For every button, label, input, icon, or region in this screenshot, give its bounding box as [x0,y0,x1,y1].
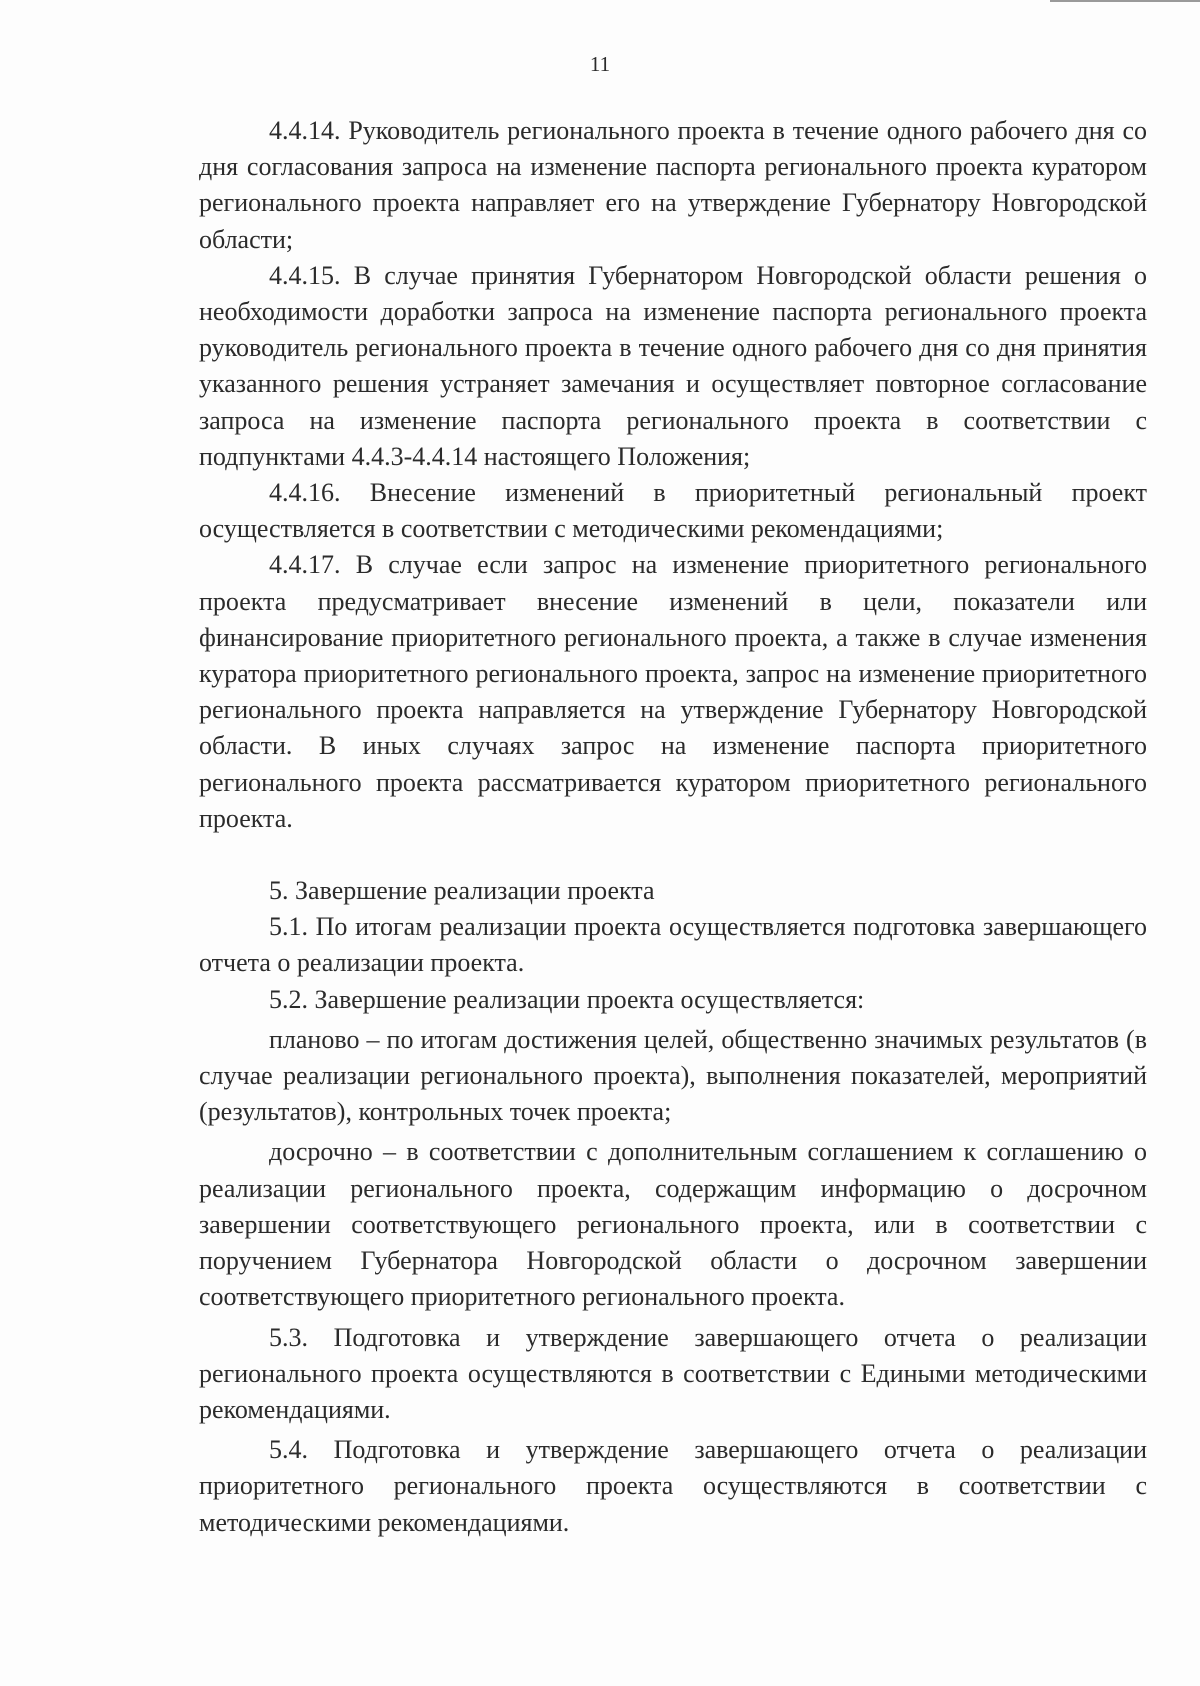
page-number: 11 [589,52,611,76]
paragraph-5-1: 5.1. По итогам реализации проекта осуществляется подготовка завершающего отчета о реализации проекта. [199,912,1147,978]
paragraph-5-2: 5.2. Завершение реализации проекта осуществляется: [269,984,865,1014]
paragraph-planned-completion: планово – по итогам достижения целей, общественно значимых результатов (в случае реализации регионального проекта), выполнения показателей, мероприятий (результатов), контрольных точек проекта; [199,1024,1147,1127]
paragraph-4-4-14: 4.4.14. Руководитель регионального проекта в течение одного рабочего дня со дня согласования запроса на изменение паспорта регионального проекта куратором регионального проекта направляет его на утверждение Губернатору Новгородской области; [199,116,1147,254]
paragraph-5-3: 5.3. Подготовка и утверждение завершающего отчета о реализации регионального проекта осуществляются в соответствии с Едиными методическими рекомендациями. [199,1322,1147,1424]
scan-edge-line [1050,0,1200,2]
paragraph-early-completion: досрочно – в соответствии с дополнительным соглашением к соглашению о реализации регионального проекта, содержащим информацию о досрочном завершении соответствующего регионального проекта, или в соответствии с поручением Губернатора Новгородской области о досрочном завершении соответствующего приоритетного регионального проекта. [199,1137,1147,1312]
paragraph-5-4: 5.4. Подготовка и утверждение завершающего отчета о реализации приоритетного регионального проекта осуществляются в соответствии с методическими рекомендациями. [199,1435,1147,1537]
paragraph-4-4-16: 4.4.16. Внесение изменений в приоритетный региональный проект осуществляется в соответствии с методическими рекомендациями; [199,478,1147,544]
paragraph-4-4-17: 4.4.17. В случае если запрос на изменение приоритетного регионального проекта предусматривает внесение изменений в цели, показатели или финансирование приоритетного регионального проекта, а также в случае изменения куратора приоритетного регионального проекта, запрос на изменение приоритетного регионального проекта направляется на утверждение Губернатору Новгородской области. В иных случаях запрос на изменение паспорта приоритетного регионального проекта рассматривается куратором приоритетного регионального проекта. [199,550,1147,833]
document-body [199,113,1147,1541]
section-heading: 5. Завершение реализации проекта [269,876,655,906]
paragraph-4-4-15: 4.4.15. В случае принятия Губернатором Новгородской области решения о необходимости доработки запроса на изменение паспорта регионального проекта руководитель регионального проекта в течение одного рабочего дня со дня принятия указанного решения устраняет замечания и осуществляет повторное согласование запроса на изменение паспорта регионального проекта в соответствии с подпунктами 4.4.3-4.4.14 настоящего Положения; [199,260,1147,471]
